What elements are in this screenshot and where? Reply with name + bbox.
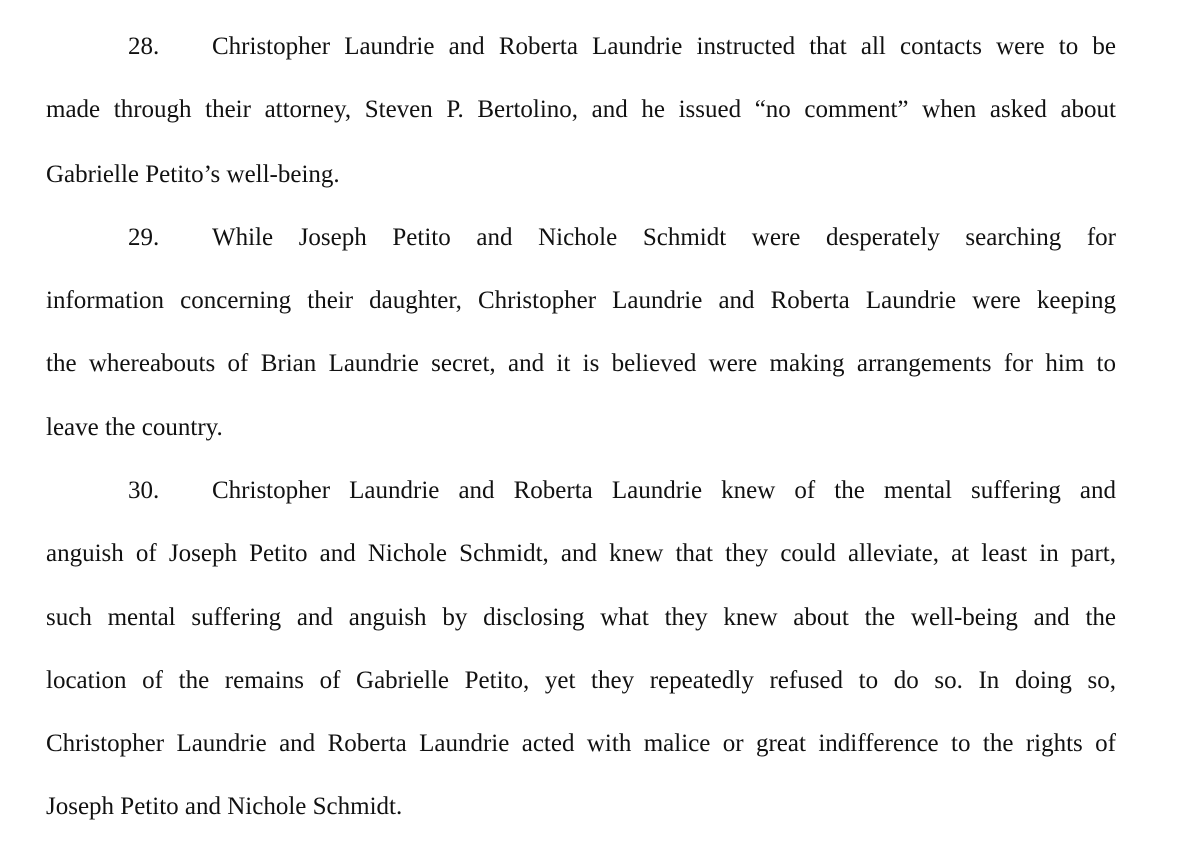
paragraph-number: 29. xyxy=(128,224,160,251)
paragraph-line: Christopher Laundrie and Roberta Laundrie acted with malice or great indifference to the rights of xyxy=(46,730,1116,757)
paragraph-line: Gabrielle Petito’s well-being. xyxy=(46,161,340,188)
paragraph-line: made through their attorney, Steven P. Bertolino, and he issued “no comment” when asked about xyxy=(46,96,1116,123)
paragraph-line: location of the remains of Gabrielle Petito, yet they repeatedly refused to do so. In doing so, xyxy=(46,667,1116,694)
paragraph-number: 30. xyxy=(128,477,160,504)
paragraph-line: While Joseph Petito and Nichole Schmidt were desperately searching for xyxy=(212,224,1116,251)
paragraph-line: Christopher Laundrie and Roberta Laundrie knew of the mental suffering and xyxy=(212,477,1116,504)
paragraph-line: leave the country. xyxy=(46,414,223,441)
paragraph-line: the whereabouts of Brian Laundrie secret, and it is believed were making arrangements for him to xyxy=(46,350,1116,377)
paragraph-line: Joseph Petito and Nichole Schmidt. xyxy=(46,793,403,820)
paragraph-line: anguish of Joseph Petito and Nichole Schmidt, and knew that they could alleviate, at least in part, xyxy=(46,540,1116,567)
paragraph-number: 28. xyxy=(128,33,160,60)
paragraph-line: such mental suffering and anguish by disclosing what they knew about the well-being and the xyxy=(46,604,1116,631)
paragraph-line: Christopher Laundrie and Roberta Laundrie instructed that all contacts were to be xyxy=(212,33,1116,60)
paragraph-line: information concerning their daughter, Christopher Laundrie and Roberta Laundrie were keeping xyxy=(46,287,1116,314)
